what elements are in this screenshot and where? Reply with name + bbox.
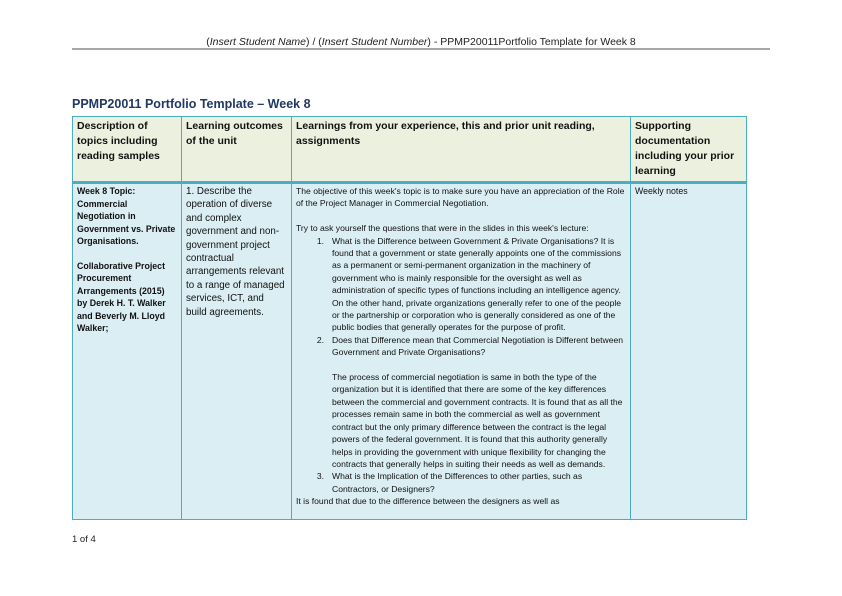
- learn-intro: The objective of this week's topic is to make sure you have an appreciation of the Role of the Project Manager in Commercial Negotiation.: [296, 186, 625, 209]
- page-header: (Insert Student Name) / (Insert Student Number) - PPMP20011Portfolio Template for Week 8: [206, 36, 636, 48]
- answer-2: The process of commercial negotiation is same in both the type of the organization but it is identified that there are some of the key differences between the commercial and government contracts. It is found that as all the processes remain same in both the commercial as well as government contract but the only primary difference between the contract is the legal powers of the federal government. It is found that this authority generally helps in providing the government with unique flexibility for changing the contracts that generally helps in suiting their needs as well as demands.: [332, 372, 623, 469]
- page-number: 1 of 4: [72, 534, 96, 545]
- answer-1: It is found that a government or state generally appoints one of the commissions as a permanent or semi-permanent organization in the machinery of government who is mainly responsible for the oversight as well as administration of specific types of functions including an intelligence agency. On the other hand, private organizations generally refer to one of the people or the partnership or corporation who is generally considered as one of the public bodies that generally operates for the purpose of profit.: [332, 235, 622, 333]
- table-row: [73, 183, 747, 520]
- learnings-cell: [292, 183, 631, 520]
- header-learnings: Learnings from your experience, this and prior unit reading, assignments: [292, 117, 631, 183]
- learn-prompt: Try to ask yourself the questions that were in the slides in this week's lecture:: [296, 223, 589, 234]
- list-item: 1. What is the Difference between Government & Private Organisations? It is found that a government or state generally appoints one of the commissions as a permanent or semi-permanent organization in the machinery of government who is mainly responsible for the oversight as well as administration of specific types of functions including an intelligence agency. On the other hand, private organizations generally refer to one of the people or the partnership or corporation who is generally considered as one of the public bodies that generally operates for the purpose of profit.: [316, 235, 622, 333]
- table-header-row: [73, 117, 747, 183]
- learn-tail: It is found that due to the difference between the designers as well as: [296, 496, 560, 507]
- reading-sample: Collaborative Project Procurement Arrangements (2015) by Derek H. T. Walker and Beverly M. Lloyd Walker;: [77, 260, 166, 333]
- student-number-placeholder: Insert Student Number: [321, 36, 428, 48]
- question-3: What is the Implication of the Differences to other parties, such as Contractors, or Designers?: [332, 471, 583, 494]
- student-name-placeholder: Insert Student Name: [209, 36, 307, 48]
- header-supporting-docs: Supporting documentation including your prior learning: [631, 117, 747, 183]
- list-item: 2. Does that Difference mean that Commercial Negotiation is Different between Government and Private Organisations? The process of commercial negotiation is same in both the type of the organization but it is identified that there are some of the key differences between the commercial and government contracts. It is found that as all the processes remain same in both the commercial as well as government contract but the only primary difference between the contract is the legal powers of the federal government. It is found that this authority generally helps in providing the government with unique flexibility for changing the contracts that generally helps in suiting their needs as well as demands.: [296, 334, 626, 470]
- header-topics: Description of topics including reading samples: [73, 117, 182, 183]
- header-title: - PPMP20011Portfolio Template for Week 8: [430, 36, 636, 48]
- topic-cell: [73, 183, 182, 520]
- question-list: [296, 235, 626, 496]
- question-1: What is the Difference between Government & Private Organisations?: [332, 235, 599, 246]
- list-item: 3. What is the Implication of the Differences to other parties, such as Contractors, or Designers?: [296, 470, 626, 495]
- week-topic: Week 8 Topic: Commercial Negotiation in Government vs. Private Organisations.: [77, 186, 176, 246]
- learning-outcome-cell: 1. Describe the operation of diverse and complex government and non-government project contractual arrangements relevant to a range of managed services, ICT, and build agreements.: [182, 183, 292, 520]
- header-outcomes: Learning outcomes of the unit: [182, 117, 292, 183]
- portfolio-table: [72, 116, 747, 520]
- header-divider: [72, 48, 770, 50]
- document-title: PPMP20011 Portfolio Template – Week 8: [72, 97, 311, 111]
- supporting-docs-cell: Weekly notes: [631, 183, 747, 520]
- question-2: Does that Difference mean that Commercial Negotiation is Different between Government and Private Organisations?: [332, 334, 624, 358]
